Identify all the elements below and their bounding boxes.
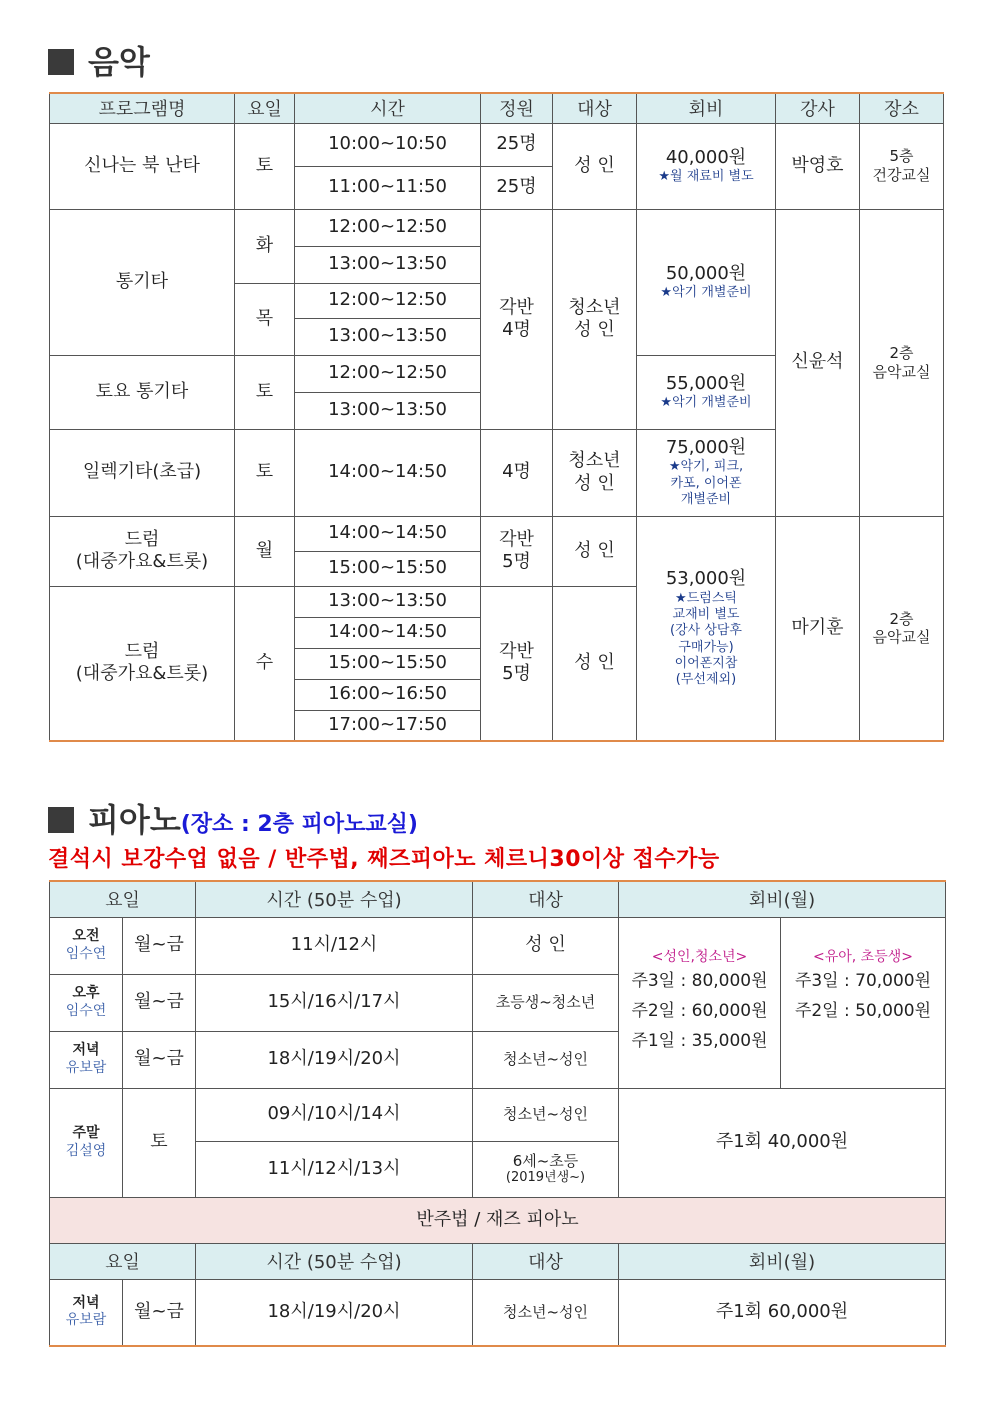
header-day: 요일 — [50, 881, 196, 917]
header-target: 대상 — [553, 93, 637, 123]
target-cell: 성 인 — [553, 586, 637, 741]
program-name-line: (대중가요&트롯) — [75, 663, 209, 685]
days-cell: 월~금 — [123, 1031, 196, 1088]
teacher-name: 임수연 — [65, 1002, 107, 1019]
time-cell: 09시/10시/14시 — [196, 1088, 473, 1141]
fee-cell: 주1회 40,000원 — [619, 1088, 946, 1197]
target-cell: 성 인 — [553, 516, 637, 586]
header-time: 시간 (50분 수업) — [196, 881, 473, 917]
fee-note-text: 악기 개별준비 — [672, 395, 752, 411]
fee-note-text: (무선제외) — [675, 672, 737, 687]
music-schedule-table — [49, 92, 944, 742]
music-section-title — [48, 44, 150, 80]
place-cell — [860, 516, 944, 741]
fee-cell — [637, 209, 776, 355]
target-line: 청소년 — [568, 296, 621, 318]
accomp-title-row — [50, 1197, 946, 1243]
place-room: 건강교실 — [872, 166, 931, 184]
slot-cell — [50, 1279, 123, 1346]
header-fee: 회비 — [637, 93, 776, 123]
place-floor: 2층 — [889, 609, 914, 628]
fee-note-text: 구매가능) — [678, 639, 734, 655]
target-cell — [553, 209, 637, 429]
target-cell: 청소년~성인 — [473, 1279, 619, 1346]
table-row — [50, 1088, 946, 1141]
time-cell: 12:00~12:50 — [295, 355, 481, 392]
time-cell: 11:00~11:50 — [295, 166, 481, 209]
piano-location: (장소 : 2층 피아노교실) — [180, 812, 418, 837]
slot-cell — [50, 974, 123, 1031]
teacher-name: 유보람 — [65, 1059, 107, 1076]
table-row — [50, 209, 944, 246]
fee-note-text: 악기 개별준비 — [672, 285, 752, 301]
capacity-cell — [481, 516, 553, 586]
target-cell: 청소년~성인 — [473, 1031, 619, 1088]
day-cell: 수 — [235, 586, 295, 741]
star-icon: ★ — [660, 285, 673, 301]
piano-notice: 결석시 보강수업 없음 / 반주법, 째즈피아노 체르니30이상 접수가능 — [48, 847, 720, 872]
capacity-line: 4명 — [502, 319, 531, 340]
place-floor: 5층 — [889, 147, 914, 166]
program-name-line: (대중가요&트롯) — [75, 551, 209, 572]
table-row — [50, 917, 946, 974]
fee-note — [637, 285, 775, 301]
header-target: 대상 — [473, 881, 619, 917]
square-bullet-icon — [48, 807, 74, 833]
program-name-line: 드럼 — [124, 528, 160, 550]
fee-note — [637, 395, 775, 411]
slot-label: 오전 — [72, 928, 100, 944]
teacher-name: 김설영 — [65, 1142, 107, 1159]
time-cell: 18시/19시/20시 — [196, 1279, 473, 1346]
accomp-title: 반주법 / 재즈 피아노 — [50, 1197, 946, 1243]
header-fee: 회비(월) — [619, 1243, 946, 1279]
place-room: 음악교실 — [872, 628, 931, 647]
time-cell: 14:00~14:50 — [295, 429, 481, 516]
star-icon: ★ — [668, 459, 681, 475]
time-cell: 15시/16시/17시 — [196, 974, 473, 1031]
fee-amount: 55,000원 — [665, 372, 747, 394]
day-cell: 토 — [235, 429, 295, 516]
target-cell — [473, 1141, 619, 1197]
capacity-cell — [481, 586, 553, 741]
time-cell: 13:00~13:50 — [295, 246, 481, 283]
fee-cell: 주1회 60,000원 — [619, 1279, 946, 1346]
star-icon: ★ — [675, 590, 687, 606]
header-program: 프로그램명 — [50, 93, 235, 123]
fee-note-text: (강사 상담후 — [670, 623, 742, 639]
teacher-name: 임수연 — [65, 945, 107, 962]
fee-note-text: 이어폰지참 — [674, 655, 738, 671]
program-name: 신나는 북 난타 — [50, 123, 235, 209]
star-icon: ★ — [660, 395, 673, 411]
fee-note-text: 카포, 이어폰 — [670, 475, 742, 491]
teacher-name: 유보람 — [65, 1312, 107, 1329]
program-name: 통기타 — [50, 209, 235, 355]
time-cell: 14:00~14:50 — [295, 516, 481, 551]
fee-note — [637, 591, 775, 607]
days-cell: 토 — [123, 1088, 196, 1197]
square-bullet-icon — [48, 49, 74, 75]
day-cell: 토 — [235, 355, 295, 429]
fee-line: 주3일 : 70,000원 — [794, 971, 932, 992]
fee-note-text: 교재비 별도 — [672, 607, 740, 622]
piano-header-row — [50, 881, 946, 917]
fee-note — [637, 459, 775, 475]
target-cell: 성 인 — [553, 123, 637, 209]
day-cell: 화 — [235, 209, 295, 283]
music-header-row — [50, 93, 944, 123]
day-cell: 목 — [235, 283, 295, 355]
time-cell: 14:00~14:50 — [295, 617, 481, 648]
slot-cell — [50, 917, 123, 974]
header-day: 요일 — [50, 1243, 196, 1279]
fee-amount: 75,000원 — [665, 436, 747, 458]
capacity-cell — [481, 209, 553, 429]
header-teacher: 강사 — [776, 93, 860, 123]
slot-label: 저녁 — [72, 1042, 100, 1058]
slot-label: 오후 — [72, 985, 100, 1001]
time-cell: 18시/19시/20시 — [196, 1031, 473, 1088]
place-floor: 2층 — [889, 343, 914, 362]
star-icon: ★ — [658, 169, 671, 185]
fee-note-text: 월 재료비 별도 — [670, 169, 754, 185]
capacity-line: 각반 — [499, 640, 534, 662]
fee-heading: <성인,청소년> — [651, 948, 748, 965]
slot-cell — [50, 1031, 123, 1088]
days-cell: 월~금 — [123, 974, 196, 1031]
time-cell: 15:00~15:50 — [295, 648, 481, 679]
fee-cell — [637, 355, 776, 429]
table-row — [50, 123, 944, 166]
fee-adult-cell — [619, 917, 781, 1088]
target-line: 성 인 — [574, 472, 615, 494]
fee-amount: 50,000원 — [665, 262, 747, 284]
teacher-cell: 박영호 — [776, 123, 860, 209]
time-cell: 13:00~13:50 — [295, 586, 481, 617]
target-cell: 초등생~청소년 — [473, 974, 619, 1031]
time-cell: 13:00~13:50 — [295, 392, 481, 429]
place-cell — [860, 209, 944, 516]
fee-note-text: 드럼스틱 — [686, 590, 737, 606]
header-target: 대상 — [473, 1243, 619, 1279]
fee-note — [637, 169, 775, 185]
fee-line: 주2일 : 50,000원 — [794, 1001, 932, 1022]
capacity-line: 5명 — [502, 551, 531, 572]
capacity-line: 각반 — [499, 296, 534, 318]
target-line: 청소년 — [568, 450, 621, 471]
fee-line: 주3일 : 80,000원 — [631, 971, 768, 992]
target-note: (2019년생~) — [505, 1170, 586, 1186]
place-room: 음악교실 — [872, 362, 931, 381]
time-cell: 13:00~13:50 — [295, 318, 481, 355]
table-row — [50, 1279, 946, 1346]
capacity-line: 5명 — [502, 663, 531, 685]
piano-schedule-table — [49, 880, 946, 1347]
time-cell: 16:00~16:50 — [295, 679, 481, 710]
piano-title-text: 피아노 — [88, 801, 181, 839]
header-time: 시간 (50분 수업) — [196, 1243, 473, 1279]
slot-label: 주말 — [72, 1125, 100, 1141]
piano-section-title — [48, 802, 418, 843]
fee-cell — [637, 516, 776, 741]
day-cell: 월 — [235, 516, 295, 586]
header-time: 시간 — [295, 93, 481, 123]
capacity-cell: 25명 — [481, 166, 553, 209]
time-cell: 12:00~12:50 — [295, 283, 481, 318]
program-name: 토요 통기타 — [50, 355, 235, 429]
target-line: 6세~초등 — [512, 1151, 579, 1170]
days-cell: 월~금 — [123, 917, 196, 974]
fee-amount: 40,000원 — [665, 146, 747, 168]
capacity-line: 각반 — [499, 528, 534, 550]
target-cell: 성 인 — [473, 917, 619, 974]
header-capacity: 정원 — [481, 93, 553, 123]
time-cell: 17:00~17:50 — [295, 710, 481, 741]
slot-cell — [50, 1088, 123, 1197]
slot-label: 저녁 — [72, 1294, 100, 1311]
capacity-cell: 25명 — [481, 123, 553, 166]
fee-cell — [637, 123, 776, 209]
fee-note-text: 악기, 피크, — [680, 459, 744, 475]
teacher-cell: 마기훈 — [776, 516, 860, 741]
program-name: 일렉기타(초급) — [50, 429, 235, 516]
day-cell: 토 — [235, 123, 295, 209]
header-fee: 회비(월) — [619, 881, 946, 917]
time-cell: 11시/12시/13시 — [196, 1141, 473, 1197]
table-row — [50, 516, 944, 551]
music-title-text: 음악 — [88, 43, 150, 81]
capacity-cell: 4명 — [481, 429, 553, 516]
time-cell: 11시/12시 — [196, 917, 473, 974]
fee-cell — [637, 429, 776, 516]
time-cell: 12:00~12:50 — [295, 209, 481, 246]
fee-note-text: 개별준비 — [680, 491, 732, 507]
target-line: 성 인 — [574, 319, 615, 340]
time-cell: 15:00~15:50 — [295, 551, 481, 586]
days-cell: 월~금 — [123, 1279, 196, 1346]
program-name — [50, 516, 235, 586]
fee-line: 주1일 : 35,000원 — [631, 1031, 768, 1052]
program-name-line: 드럼 — [124, 640, 160, 662]
teacher-cell: 신윤석 — [776, 209, 860, 516]
time-cell: 10:00~10:50 — [295, 123, 481, 166]
fee-heading: <유아, 초등생> — [813, 948, 913, 965]
target-cell — [553, 429, 637, 516]
fee-amount: 53,000원 — [665, 568, 747, 590]
fee-child-cell — [781, 917, 946, 1088]
fee-line: 주2일 : 60,000원 — [631, 1001, 768, 1022]
program-name — [50, 586, 235, 741]
target-cell: 청소년~성인 — [473, 1088, 619, 1141]
place-cell — [860, 123, 944, 209]
header-place: 장소 — [860, 93, 944, 123]
header-day: 요일 — [235, 93, 295, 123]
accomp-header-row — [50, 1243, 946, 1279]
